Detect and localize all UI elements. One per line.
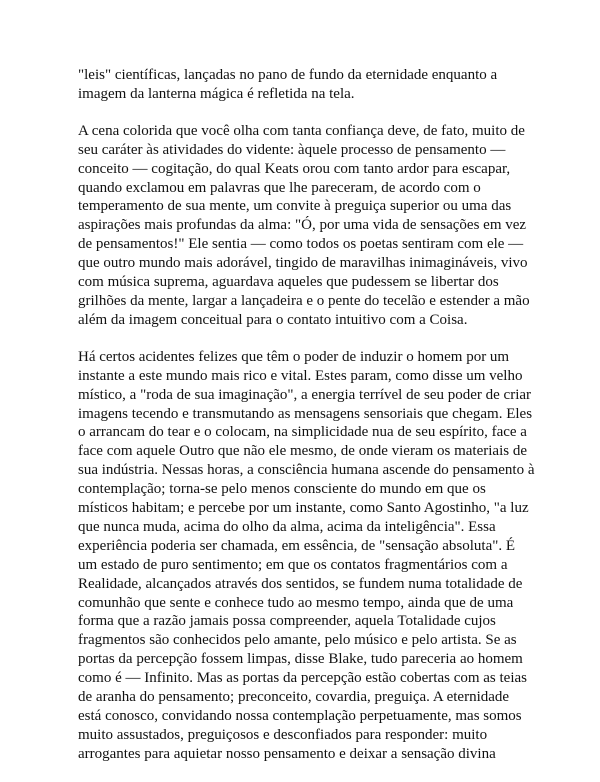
paragraph [78, 66, 548, 104]
text-line: um estado de puro sentimento; em que os contatos fragmentários com a [78, 556, 508, 573]
text-line: quando exclamou em palavras que lhe pareceram, de acordo com o [78, 179, 481, 196]
text-line: A cena colorida que você olha com tanta confiança deve, de fato, muito de [78, 122, 525, 139]
text-line: está conosco, convidando nossa contemplação perpetuamente, mas somos [78, 708, 522, 724]
text-line: face com aquele Outro que não ele mesmo, de onde vieram os materiais de [78, 443, 527, 460]
text-line: grilhões da mente, largar a lançadeira e o pente do tecelão e estender a mão [78, 292, 530, 309]
text-line: místicos habitam; e percebe por um instante, como Santo Agostinho, "a luz [78, 500, 529, 517]
text-line: místico, a "roda de sua imaginação", a energia terrível de seu poder de criar [78, 386, 532, 403]
text-line: imagens tecendo e transmutando as mensagens sensoriais que chegam. Eles [78, 405, 533, 422]
text-line: portas da percepção fossem limpas, disse Blake, tudo pareceria ao homem [78, 651, 523, 668]
text-line: "leis" científicas, lançadas no pano de fundo da eternidade enquanto a [78, 67, 498, 83]
text-line: como é — Infinito. Mas as portas da percepção estão cobertas com as teias [78, 670, 528, 687]
text-line: temperamento de sua mente, um convite à preguiça superior ou uma das [78, 198, 512, 215]
text-line: de aranha do pensamento; preconceito, covardia, preguiça. A eternidade [78, 689, 510, 706]
paragraph [78, 348, 548, 764]
text-line: que outro mundo mais adorável, tingido de maravilhas inimagináveis, vivo [78, 255, 528, 272]
text-line: conceito — cogitação, do qual Keats orou com tanto ardor para escapar, [78, 160, 511, 177]
text-line: instante a este mundo mais rico e vital. Estes param, como disse um velho [78, 367, 523, 384]
text-line: além da imagem conceitual para o contato intuitivo com a Coisa. [78, 311, 468, 328]
text-line: com música suprema, aguardava aqueles que pudessem se libertar dos [78, 274, 499, 291]
text-line: de pensamentos!" Ele sentia — como todos os poetas sentiram com ele — [78, 236, 524, 253]
text-line: sua indústria. Nessas horas, a consciência humana ascende do pensamento à [78, 462, 535, 479]
text-line: seu caráter às atividades do vidente: àquele processo de pensamento — [78, 141, 506, 158]
text-line: aspirações mais profundas da alma: "Ó, por uma vida de sensações em vez [78, 217, 527, 234]
text-line: contemplação; torna-se pelo menos consciente do mundo em que os [78, 481, 486, 498]
text-line: experiência poderia ser chamada, em essência, de "sensação absoluta". É [78, 537, 516, 554]
text-line: imagem da lanterna mágica é refletida na tela. [78, 85, 355, 102]
text-line: comunhão que sente e conhece tudo ao mesmo tempo, ainda que de uma [78, 594, 514, 611]
text-line: muito assustados, preguiçosos e desconfiados para responder: muito [78, 726, 488, 743]
body-text [78, 66, 548, 782]
text-line: que nunca muda, acima do olho da alma, acima da inteligência". Essa [78, 518, 496, 535]
paragraph [78, 122, 548, 330]
text-line: fragmentos são conhecidos pelo amante, pelo músico e pelo artista. Se as [78, 632, 517, 649]
text-line: arrogantes para aquietar nosso pensamento e deixar a sensação divina [78, 745, 496, 762]
text-line: forma que a razão jamais possa compreender, aquela Totalidade cujos [78, 613, 496, 630]
text-line: Realidade, alcançados através dos sentidos, se fundem numa totalidade de [78, 575, 523, 592]
text-line: o arrancam do tear e o colocam, na simplicidade nua de seu espírito, face a [78, 424, 527, 441]
text-line: Há certos acidentes felizes que têm o poder de induzir o homem por um [78, 348, 510, 365]
